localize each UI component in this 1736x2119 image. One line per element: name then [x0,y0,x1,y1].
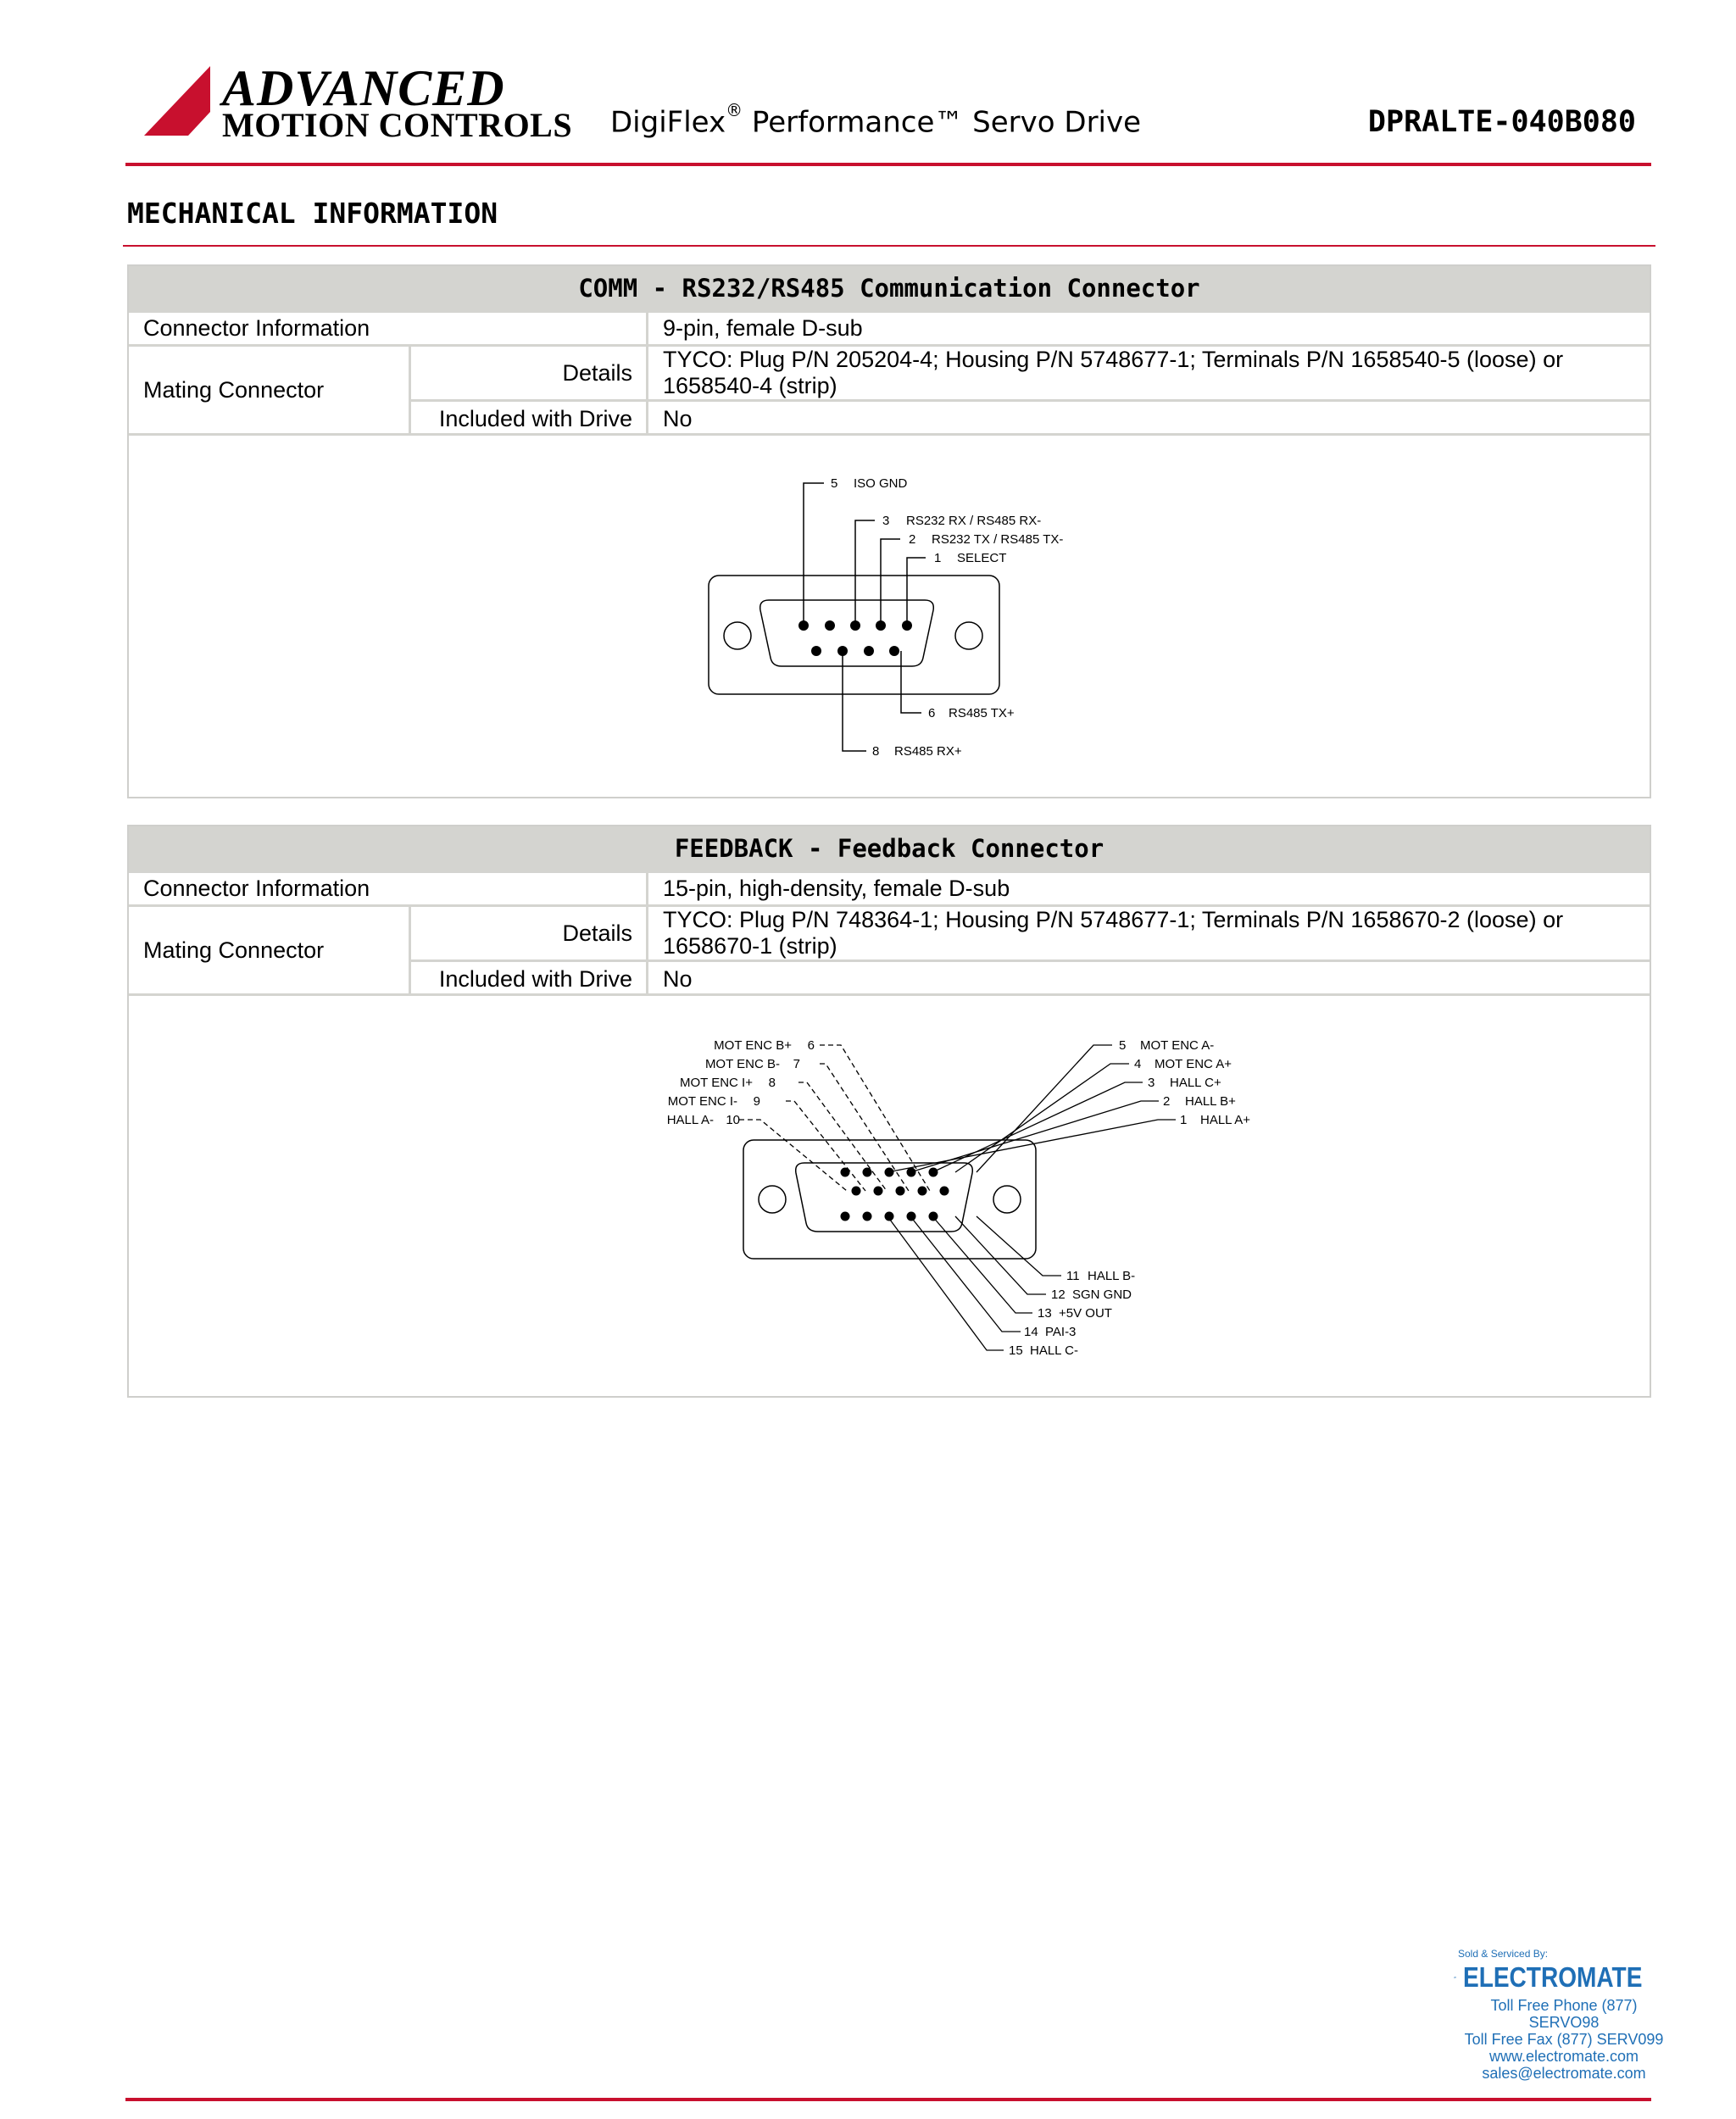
comm-connector-info-label: Connector Information [129,313,648,344]
company-logo [144,60,573,144]
electromate-brand [1454,1961,1674,1994]
fb-pin3-label: HALL C+ [1170,1076,1221,1090]
fb-pin1-number: 1 [1180,1113,1188,1127]
fb-pin14-number: 14 [1024,1325,1038,1339]
feedback-details-label: Details [409,907,648,959]
section-rule [123,245,1655,247]
comm-connector-info-row [129,310,1650,344]
fb-pin2-number: 2 [1163,1094,1171,1109]
website-link[interactable]: www.electromate.com [1488,2048,1639,2065]
feedback-connector-table [127,825,1651,1398]
logo-line-1: ADVANCED [222,60,505,116]
pin6-number: 6 [928,706,936,720]
db9-pins [798,620,912,656]
comm-connector-table [127,264,1651,798]
comm-included-value: No [663,405,693,431]
title-prefix: DigiFlex [610,105,726,140]
fb-pin9-label: MOT ENC I- [667,1094,737,1109]
model-number: DPRALTE-040B080 [1367,105,1636,139]
electromate-name: ELECTROMATE [1463,1961,1643,1993]
fb-pin6-number: 6 [807,1038,815,1053]
feedback-connector-info-label: Connector Information [129,873,648,904]
fb-pin8-number: 8 [768,1076,776,1090]
feedback-included-value: No [663,965,693,992]
pin3-label: RS232 RX / RS485 RX- [906,514,1042,528]
feedback-included-row [409,959,1650,996]
email-link[interactable]: sales@electromate.com [1482,2065,1646,2082]
pin2-label: RS232 TX / RS485 TX- [932,532,1064,547]
feedback-connector-info-value: 15-pin, high-density, female D-sub [663,876,1010,901]
db9-mount-hole-right [955,622,982,649]
electromate-swoosh-icon [1454,1963,1456,1992]
fb-pin15-number: 15 [1009,1343,1023,1358]
fb-pin6-label: MOT ENC B+ [714,1038,792,1053]
logo-line-2: MOTION CONTROLS [222,106,573,144]
electromate-badge [1454,1948,1674,2082]
fb-pin3-number: 3 [1148,1076,1155,1090]
pin3-number: 3 [882,514,890,528]
electromate-contact [1454,1997,1674,2082]
fb-pin1-label: HALL A+ [1200,1113,1251,1127]
footer-rule [125,2098,1651,2101]
feedback-details-value: TYCO: Plug P/N 748364-1; Housing P/N 5748677-1; Terminals P/N 1658670-2 (loose) or 1658670-1 (strip) [663,907,1564,959]
fb-pin14-label: PAI-3 [1045,1325,1077,1339]
fb-pin13-label: +5V OUT [1059,1306,1112,1321]
pin6-label: RS485 TX+ [949,706,1015,720]
fb-pin2-label: HALL B+ [1185,1094,1236,1109]
comm-heading: COMM - RS232/RS485 Communication Connector [129,266,1650,310]
comm-details-row [409,347,1650,399]
toll-free-phone: Toll Free Phone (877) SERVO98 [1490,1997,1638,2031]
db9-connector-drawing [129,436,1650,796]
fb-pin7-label: MOT ENC B- [704,1057,780,1071]
fb-pin5-number: 5 [1119,1038,1127,1053]
feedback-heading: FEEDBACK - Feedback Connector [129,826,1650,870]
pin5-number: 5 [831,476,838,491]
comm-connector-info-value: 9-pin, female D-sub [663,315,863,341]
comm-details-label: Details [409,347,648,399]
registered-mark: ® [726,100,743,120]
pin2-number: 2 [909,532,916,547]
header-rule [125,163,1651,166]
feedback-details-row [409,907,1650,959]
comm-pinout-diagram [129,433,1650,796]
db15-mount-hole-left [759,1186,786,1213]
fb-pin7-number: 7 [793,1057,800,1071]
comm-mating-row [129,344,1650,433]
fb-pin11-number: 11 [1066,1269,1080,1283]
fb-pin8-label: MOT ENC I+ [680,1076,753,1090]
toll-free-fax: Toll Free Fax (877) SERV099 [1464,2031,1664,2048]
feedback-mating-row [129,904,1650,993]
pin8-label: RS485 RX+ [894,744,962,759]
db9-mount-hole-left [724,622,751,649]
pin1-number: 1 [934,551,942,565]
fb-pin12-label: SGN GND [1072,1288,1132,1302]
comm-included-label: Included with Drive [409,402,648,436]
comm-mating-label: Mating Connector [143,376,325,403]
db15-mount-hole-right [993,1186,1021,1213]
fb-pin4-label: MOT ENC A+ [1155,1057,1232,1071]
db15-shell [743,1140,1036,1259]
section-title: MECHANICAL INFORMATION [127,197,498,230]
feedback-included-label: Included with Drive [409,962,648,996]
fb-pin4-number: 4 [1134,1057,1142,1071]
pin8-number: 8 [872,744,880,759]
fb-pin13-number: 13 [1038,1306,1052,1321]
feedback-pinout-diagram [129,993,1650,1394]
feedback-connector-info-row [129,870,1650,904]
comm-details-value: TYCO: Plug P/N 205204-4; Housing P/N 5748677-1; Terminals P/N 1658540-5 (loose) or 1658540-4 (strip) [663,347,1564,398]
db15-insert [796,1163,973,1232]
fb-pin10-label: HALL A- [666,1113,714,1127]
logo-triangle-icon [144,66,225,136]
sold-by-label: Sold & Serviced By: [1458,1948,1549,1960]
fb-pin10-number: 10 [726,1113,740,1127]
comm-included-row [409,399,1650,436]
feedback-mating-label: Mating Connector [143,937,325,963]
product-title [610,100,1142,140]
pin1-label: SELECT [957,551,1007,565]
fb-pin12-number: 12 [1051,1288,1066,1302]
fb-pin15-label: HALL C- [1030,1343,1078,1358]
title-suffix: Performance™ Servo Drive [743,105,1142,140]
fb-pin11-label: HALL B- [1088,1269,1136,1283]
fb-pin5-label: MOT ENC A- [1140,1038,1215,1053]
fb-pin9-number: 9 [753,1094,760,1109]
db15-connector-drawing [129,996,1650,1394]
db15-pins [841,1168,949,1221]
pin5-label: ISO GND [854,476,908,491]
